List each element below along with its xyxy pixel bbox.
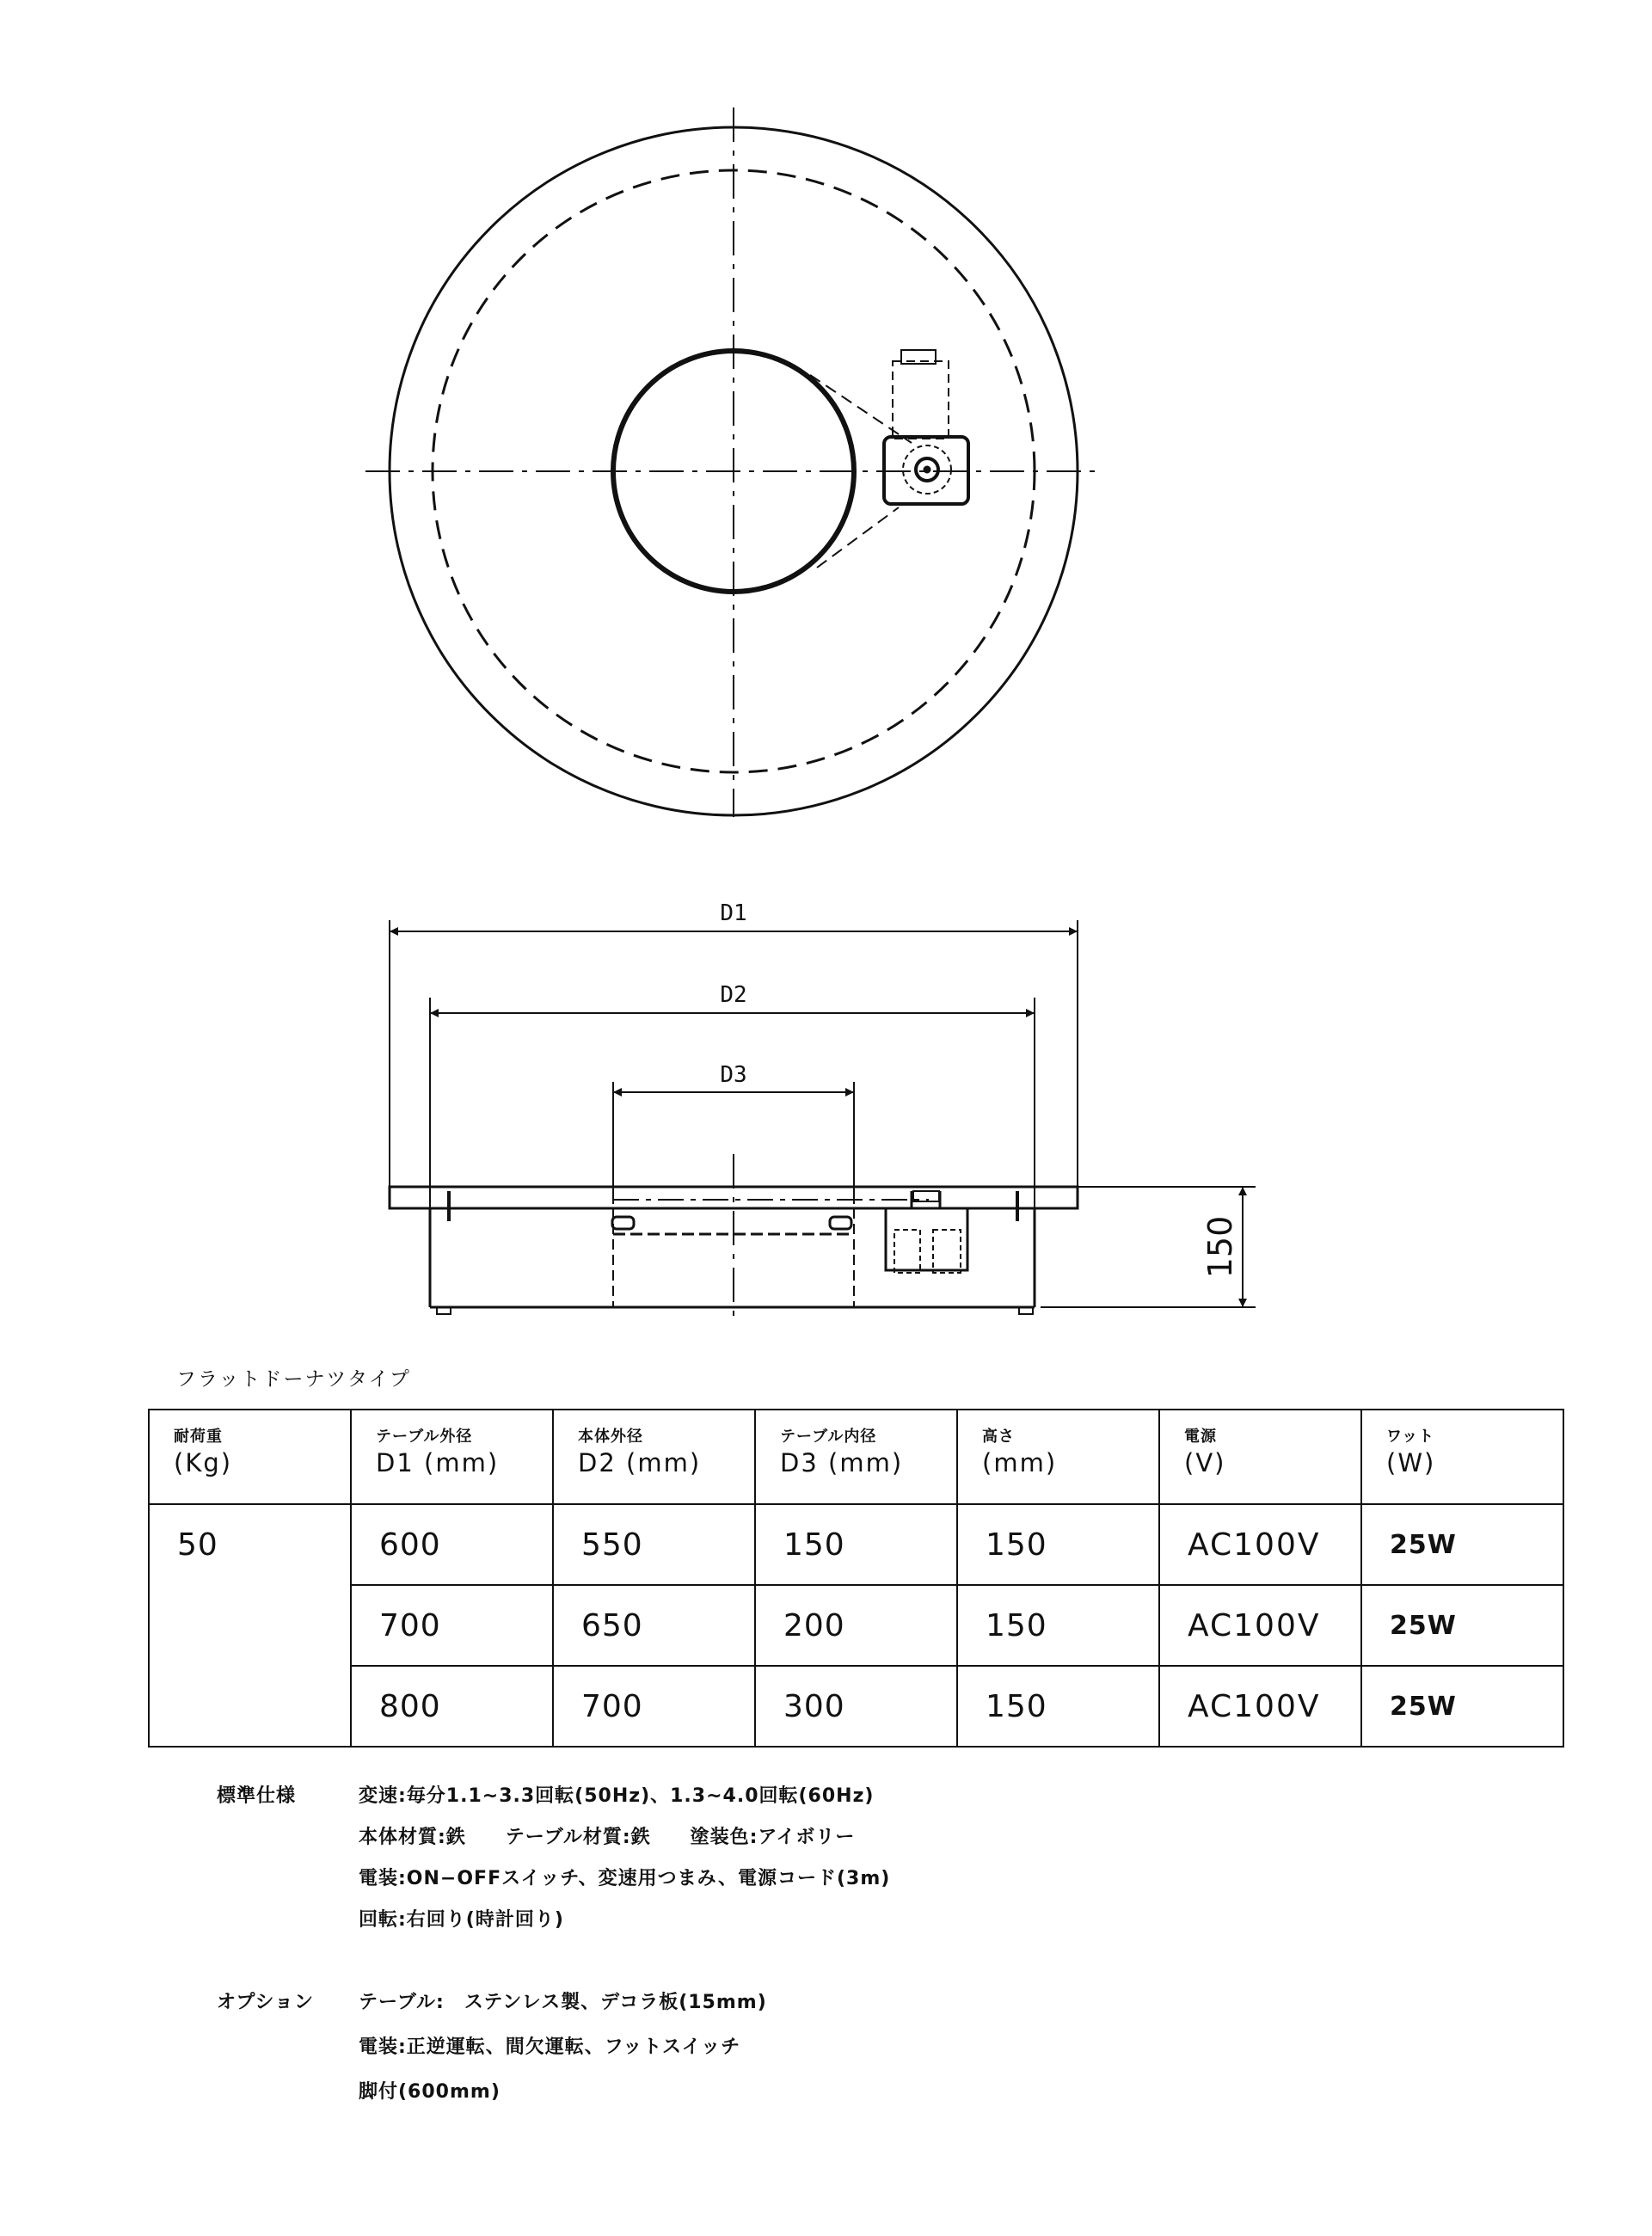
type-title: フラットドーナツタイプ bbox=[176, 1368, 411, 1391]
options-line: テーブル: ステンレス製、デコラ板(15mm) bbox=[359, 1991, 767, 2013]
drive-belt-lower bbox=[817, 507, 899, 568]
dim-label-d3: D3 bbox=[720, 1062, 747, 1088]
header-d2: 本体外径 D2 (mm) bbox=[553, 1410, 755, 1504]
standard-spec bbox=[217, 1773, 890, 1938]
cell-d2: 650 bbox=[553, 1585, 755, 1666]
spec-table bbox=[148, 1409, 1564, 1748]
header-voltage: 電源 (V) bbox=[1159, 1410, 1361, 1504]
cell-d1: 600 bbox=[351, 1504, 553, 1585]
cell-watt: 25W bbox=[1361, 1504, 1563, 1585]
table-row bbox=[149, 1504, 1563, 1585]
cell-voltage: AC100V bbox=[1159, 1666, 1361, 1747]
cell-load: 50 bbox=[149, 1504, 351, 1747]
dim-label-d2: D2 bbox=[720, 982, 747, 1008]
options-label: オプション bbox=[217, 1991, 315, 2013]
cell-d2: 550 bbox=[553, 1504, 755, 1585]
drive-motor-side bbox=[886, 1191, 967, 1273]
table-header-row bbox=[149, 1410, 1563, 1504]
options bbox=[217, 1978, 767, 2112]
cell-voltage: AC100V bbox=[1159, 1504, 1361, 1585]
cell-d3: 300 bbox=[755, 1666, 957, 1747]
cell-watt: 25W bbox=[1361, 1585, 1563, 1666]
header-watt: ワット (W) bbox=[1361, 1410, 1563, 1504]
cell-height: 150 bbox=[957, 1666, 1159, 1747]
cell-d2: 700 bbox=[553, 1666, 755, 1747]
cell-d3: 150 bbox=[755, 1504, 957, 1585]
cell-d1: 800 bbox=[351, 1666, 553, 1747]
standard-spec-line: 回転:右回り(時計回り) bbox=[359, 1908, 564, 1931]
header-height: 高さ (mm) bbox=[957, 1410, 1159, 1504]
header-d3: テーブル内径 D3 (mm) bbox=[755, 1410, 957, 1504]
dim-label-d1: D1 bbox=[720, 900, 747, 926]
dim-label-height: 150 bbox=[1201, 1215, 1239, 1279]
standard-spec-label: 標準仕様 bbox=[217, 1784, 297, 1807]
options-line: 脚付(600mm) bbox=[359, 2080, 501, 2103]
top-view bbox=[365, 108, 1101, 817]
standard-spec-line: 本体材質:鉄 テーブル材質:鉄 塗装色:アイボリー bbox=[359, 1826, 856, 1848]
cell-d1: 700 bbox=[351, 1585, 553, 1666]
header-load: 耐荷重 (Kg) bbox=[149, 1410, 351, 1504]
standard-spec-line: 変速:毎分1.1~3.3回転(50Hz)、1.3~4.0回転(60Hz) bbox=[359, 1784, 875, 1807]
standard-spec-line: 電装:ON−OFFスイッチ、変速用つまみ、電源コード(3m) bbox=[359, 1867, 891, 1889]
options-line: 電装:正逆運転、間欠運転、フットスイッチ bbox=[359, 2036, 741, 2058]
cell-height: 150 bbox=[957, 1585, 1159, 1666]
table-row bbox=[149, 1585, 1563, 1666]
drive-motor-top bbox=[884, 350, 968, 504]
header-d1: テーブル外径 D1 (mm) bbox=[351, 1410, 553, 1504]
cell-voltage: AC100V bbox=[1159, 1585, 1361, 1666]
side-view bbox=[390, 920, 1256, 1324]
drive-belt-upper bbox=[810, 375, 912, 443]
table-row bbox=[149, 1666, 1563, 1747]
cell-d3: 200 bbox=[755, 1585, 957, 1666]
cell-watt: 25W bbox=[1361, 1666, 1563, 1747]
cell-height: 150 bbox=[957, 1504, 1159, 1585]
